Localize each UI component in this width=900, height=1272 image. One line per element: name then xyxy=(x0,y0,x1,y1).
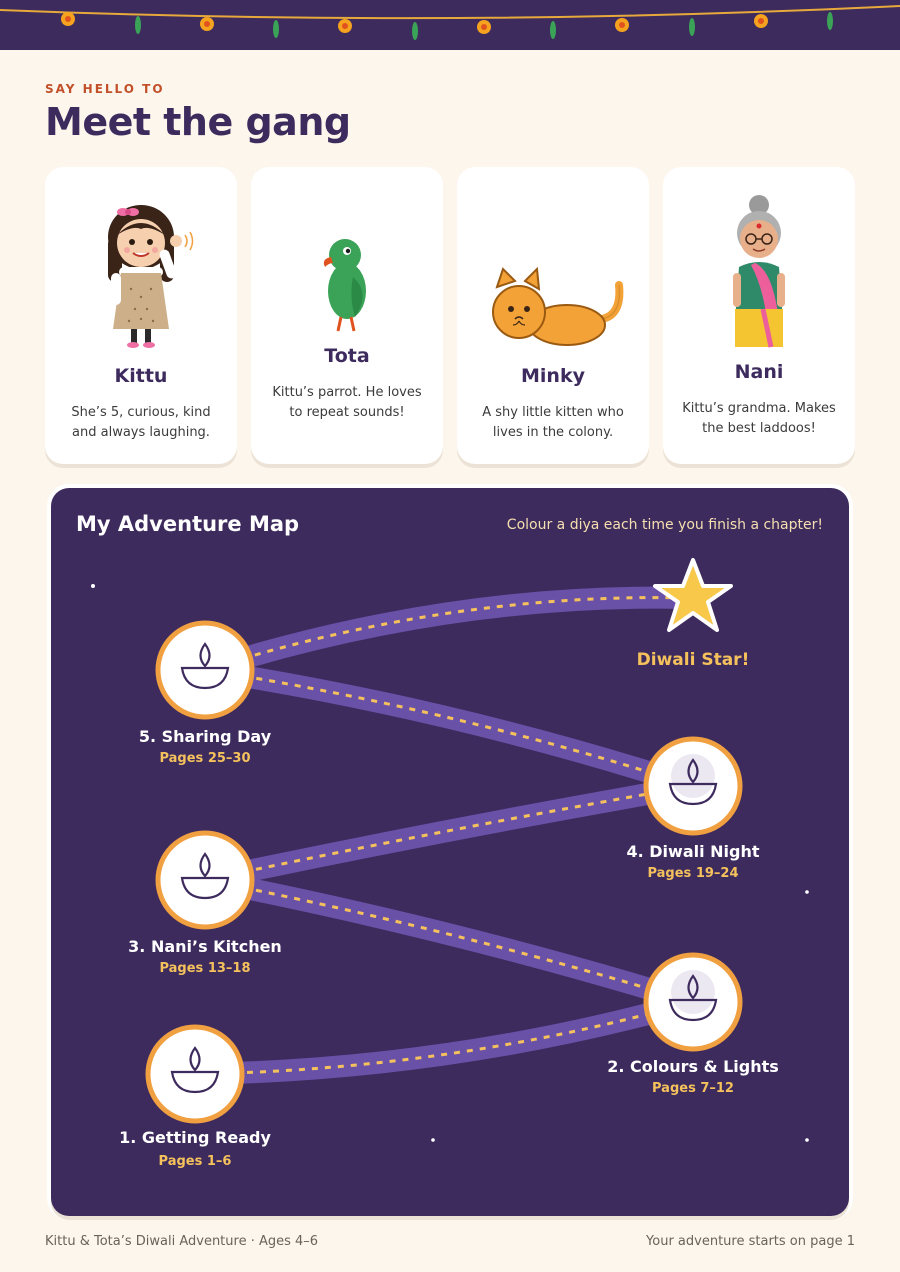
stop-pages: Pages 7–12 xyxy=(652,1081,734,1096)
character-card-nani xyxy=(663,167,855,464)
stop-label: 5. Sharing Day xyxy=(138,727,272,746)
stop-pages: Pages 19–24 xyxy=(647,866,739,881)
stop-pages: Pages 1–6 xyxy=(158,1154,232,1169)
character-card-kittu xyxy=(45,167,237,464)
stop-label: 2. Colours & Lights xyxy=(607,1057,779,1076)
cat-icon xyxy=(457,267,649,352)
character-cards xyxy=(45,167,855,467)
character-card-tota xyxy=(251,167,443,464)
diya-stop-5[interactable] xyxy=(158,623,252,717)
stop-label: 1. Getting Ready xyxy=(119,1128,271,1147)
adventure-map xyxy=(51,488,849,1216)
girl-icon xyxy=(45,197,237,352)
parrot-icon xyxy=(251,233,443,333)
character-description: She’s 5, curious, kind and always laughing. xyxy=(71,405,211,440)
top-banner xyxy=(0,0,900,50)
character-name: Minky xyxy=(521,365,585,387)
character-card-minky xyxy=(457,167,649,464)
character-description: A shy little kitten who lives in the colony. xyxy=(482,405,624,440)
character-name: Nani xyxy=(734,361,784,383)
map-title: My Adventure Map xyxy=(76,512,300,536)
stop-pages: Pages 25–30 xyxy=(159,751,251,766)
character-description: Kittu’s grandma. Makes the best laddoos! xyxy=(682,401,836,436)
character-description: Kittu’s parrot. He loves to repeat sounds! xyxy=(272,385,422,420)
star-icon[interactable] xyxy=(655,560,731,630)
diya-stop-4[interactable] xyxy=(646,739,740,833)
diya-stop-1[interactable] xyxy=(148,1027,242,1121)
map-subtitle: Colour a diya each time you finish a chapter! xyxy=(506,517,823,533)
footer-book-title: Kittu & Tota’s Diwali Adventure · Ages 4–6 xyxy=(45,1234,319,1249)
footer-note: Your adventure starts on page 1 xyxy=(646,1234,855,1249)
stop-label: 3. Nani’s Kitchen xyxy=(128,937,282,956)
character-name: Kittu xyxy=(114,365,168,387)
stop-label: 4. Diwali Night xyxy=(626,842,760,861)
grandma-icon xyxy=(663,191,855,351)
goal-label: Diwali Star! xyxy=(636,650,750,670)
section-eyebrow: SAY HELLO TO xyxy=(45,82,165,96)
page-title: Meet the gang xyxy=(45,100,351,144)
diya-stop-2[interactable] xyxy=(646,955,740,1049)
character-name: Tota xyxy=(324,345,370,367)
garland-decoration xyxy=(0,0,900,50)
diya-stop-3[interactable] xyxy=(158,833,252,927)
stop-pages: Pages 13–18 xyxy=(159,961,251,976)
